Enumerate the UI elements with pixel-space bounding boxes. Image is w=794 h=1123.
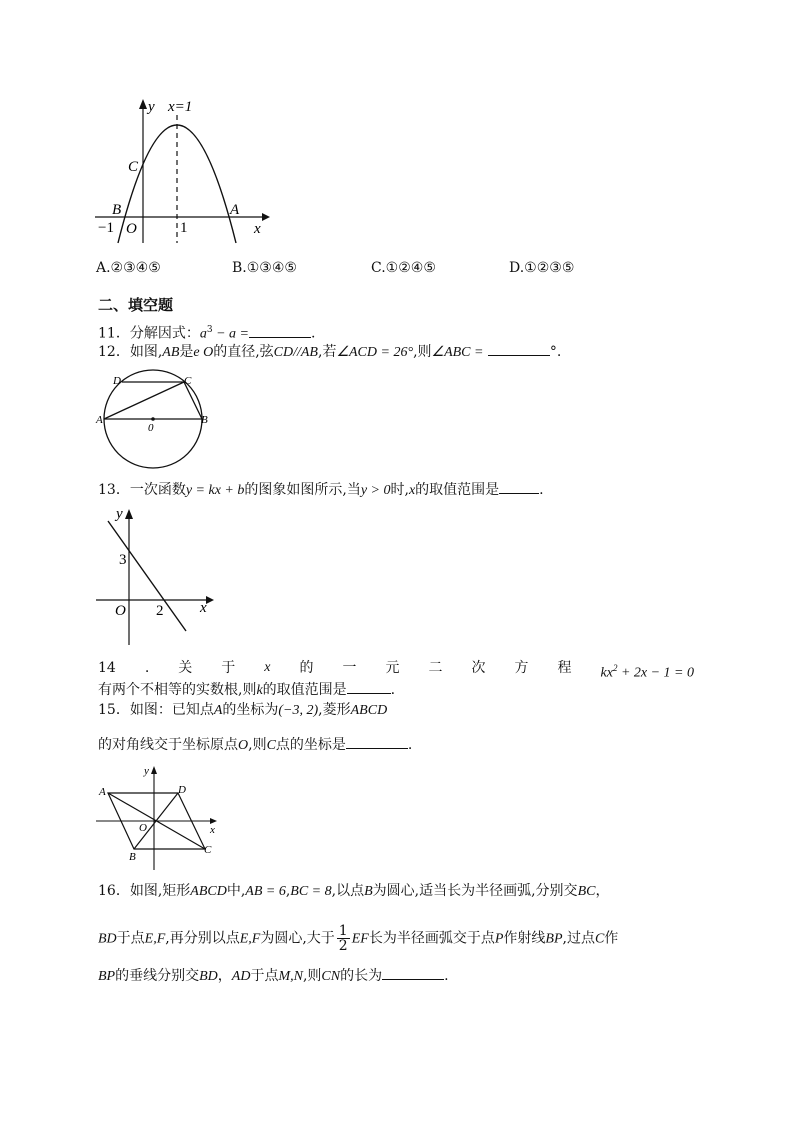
q14-t0: 14 <box>98 660 116 676</box>
q14-t2: 关 <box>178 660 193 676</box>
q14-t5: 的 <box>299 660 314 676</box>
label-C: C <box>128 159 139 175</box>
label-2: 2 <box>156 603 164 619</box>
label-O: O <box>126 221 137 237</box>
q13-pre: 13．一次函数 <box>98 482 186 498</box>
option-d: D.①②③⑤ <box>509 260 575 276</box>
q16-l3-mid: 的垂线分别交 <box>115 968 200 984</box>
y-axis-arrow <box>151 766 157 774</box>
q16-l1-mid2: ,以点 <box>331 883 365 899</box>
q16-ABCD: ABCD <box>190 884 227 899</box>
label-one: 1 <box>180 220 188 236</box>
q12-angle2: ∠ABC = <box>431 345 484 360</box>
q16-EF3: EF <box>351 931 369 947</box>
q14-t8: 二 <box>428 660 443 676</box>
q13-answer-blank[interactable] <box>499 480 539 494</box>
x-axis-arrow <box>262 213 270 221</box>
q11-rest: − a = <box>212 326 249 342</box>
q11-exp: 3 <box>206 325 213 335</box>
label-y: y <box>148 99 155 115</box>
label-B: B <box>112 202 122 218</box>
q14-answer-blank[interactable] <box>347 680 391 694</box>
q12-end: °. <box>549 344 562 360</box>
question-13 <box>98 480 544 500</box>
y-axis-arrow <box>125 509 133 519</box>
y-axis-arrow <box>139 99 147 109</box>
question-12 <box>98 342 561 362</box>
label-D: D <box>113 375 121 387</box>
q15-coord: (−3, 2) <box>278 703 319 718</box>
q16-l2-mid3: 为圆心,大于 <box>260 930 335 947</box>
label-3: 3 <box>119 552 127 568</box>
q14-line2-end: 的取值范围是 <box>262 682 347 698</box>
q11-text: 11．分解因式： <box>98 325 200 342</box>
q16-l2-mid4: 长为半径画弧交于点 <box>368 930 495 947</box>
q15-C: C <box>266 738 276 753</box>
q15-O: O <box>238 738 249 753</box>
label-neg-one: −1 <box>98 220 114 236</box>
segment-CB <box>184 382 202 419</box>
q14-dot: . <box>390 682 396 698</box>
q16-BC: BC <box>577 884 596 899</box>
q16-AB6: AB = 6 <box>245 884 286 899</box>
q15-line2-pre: 的对角线交于坐标原点 <box>98 737 238 753</box>
q14-t10: 方 <box>514 660 529 676</box>
q16-l1-pre: 16．如图,矩形 <box>98 883 191 899</box>
q13-dot: . <box>539 482 544 498</box>
q16-BD2: BD <box>199 969 218 984</box>
label-B: B <box>201 414 208 426</box>
label-x: x <box>210 824 215 836</box>
parabola-figure <box>90 95 270 245</box>
q15-mid: 的坐标为 <box>222 702 279 718</box>
line-figure <box>92 503 217 648</box>
q16-BP2: BP <box>98 969 116 984</box>
question-16-line3 <box>98 966 449 986</box>
q16-l3-mid2: 于点 <box>250 968 279 984</box>
question-11 <box>98 321 315 344</box>
q16-l3-comma: ， <box>217 968 232 984</box>
label-y: y <box>144 765 149 777</box>
q16-l2-mid6: ,过点 <box>562 930 595 947</box>
label-O: O <box>115 603 126 619</box>
q16-AD: AD <box>231 969 251 984</box>
section-title: 二、填空题 <box>98 296 174 314</box>
q16-CN: CN <box>321 969 341 984</box>
q14-t3: 于 <box>221 660 236 676</box>
q16-l2-mid5: 作射线 <box>503 930 546 947</box>
label-C: C <box>184 375 192 387</box>
q12-AB: AB <box>162 345 180 360</box>
label-C: C <box>204 844 212 856</box>
q16-l3-mid3: ,则 <box>302 968 322 984</box>
label-O: 0 <box>148 422 154 434</box>
q16-dot: . <box>444 968 449 984</box>
question-14-line2 <box>98 680 395 700</box>
q14-t1: . <box>144 660 150 676</box>
q12-mid1: 是 <box>179 344 194 360</box>
q16-l1-mid: 中, <box>226 883 246 899</box>
x-axis-arrow <box>206 596 214 604</box>
q16-BP: BP <box>545 931 563 947</box>
label-A: A <box>230 202 240 218</box>
q14-t11: 程 <box>557 660 572 676</box>
q16-l1-end: 为圆心,适当长为半径画弧,分别交 <box>372 883 578 899</box>
q15-A: A <box>213 703 223 718</box>
q12-circle-O: e O <box>193 345 214 360</box>
option-c: C.①②④⑤ <box>371 260 436 276</box>
label-D: D <box>178 784 186 796</box>
q15-mid2: ,菱形 <box>318 702 351 718</box>
label-A: A <box>99 786 106 798</box>
q13-mid: 的图象如图所示,当 <box>244 482 361 498</box>
q16-l2-mid2: ,再分别以点 <box>165 930 240 947</box>
q14-equation <box>601 659 695 683</box>
q16-B: B <box>364 884 373 899</box>
label-x-eq-1: x=1 <box>168 99 193 115</box>
option-b: B.①③④⑤ <box>232 260 297 276</box>
q16-l1-tail: ， <box>595 883 610 899</box>
question-16-line2 <box>98 924 618 953</box>
center-dot <box>151 417 155 421</box>
q16-MN: M,N <box>278 969 303 984</box>
q16-frac-num: 1 <box>338 923 348 939</box>
q16-P: P <box>494 931 504 947</box>
q13-cond: y > 0 <box>360 483 391 498</box>
q16-l2-end: 作 <box>604 930 619 947</box>
q13-mid2: 时, <box>390 482 409 498</box>
q16-EF2: E,F <box>239 931 261 947</box>
label-B: B <box>129 851 136 863</box>
q13-x: x <box>408 483 416 498</box>
q12-angle: ∠ACD = 26° <box>336 345 414 360</box>
q14-eq-exp: 2 <box>612 663 618 673</box>
q16-EF: E,F <box>144 931 166 947</box>
q15-dot: . <box>407 737 413 753</box>
q15-answer-blank[interactable] <box>346 735 408 749</box>
label-y: y <box>116 506 123 522</box>
option-a: A.②③④⑤ <box>96 260 161 276</box>
q12-pre: 12．如图, <box>98 344 163 360</box>
q14-k: k <box>256 683 263 698</box>
q14-t9: 次 <box>471 660 486 676</box>
q16-fraction <box>337 924 350 953</box>
q16-BC8: BC = 8 <box>290 884 332 899</box>
label-x: x <box>254 221 261 237</box>
q14-eq-post: + 2x − 1 = 0 <box>617 665 694 681</box>
q16-frac-den: 2 <box>338 938 348 954</box>
q16-BD: BD <box>98 931 117 947</box>
rhombus-figure <box>92 760 222 875</box>
q14-t6: 一 <box>342 660 357 676</box>
circle-figure <box>95 370 215 470</box>
label-x: x <box>200 600 207 616</box>
q15-pre: 15．如图：已知点 <box>98 702 214 718</box>
q11-a: a <box>199 326 207 342</box>
q16-comma: , <box>285 883 291 899</box>
q15-line2-mid: ,则 <box>248 737 267 753</box>
question-15-line1 <box>98 701 387 720</box>
q13-eq: y = kx + b <box>185 483 245 498</box>
question-15-line2 <box>98 735 412 755</box>
q12-mid4: ,则 <box>413 344 432 360</box>
q16-l2-mid: 于点 <box>116 930 145 947</box>
q14-t7: 元 <box>385 660 400 676</box>
q14-eq-pre: kx <box>600 665 613 681</box>
q16-answer-blank[interactable] <box>382 966 444 980</box>
q12-mid2: 的直径,弦 <box>213 344 274 360</box>
q15-shape: ABCD <box>350 703 388 718</box>
q11-answer-blank[interactable] <box>249 324 311 338</box>
q12-answer-blank[interactable] <box>488 342 550 356</box>
q14-line2: 有两个不相等的实数根,则 <box>98 682 257 698</box>
q12-CD-AB: CD//AB <box>273 345 318 360</box>
q15-line2-end: 点的坐标是 <box>275 737 346 753</box>
question-16-line1 <box>98 882 609 901</box>
label-O: O <box>139 822 147 834</box>
q16-l3-end: 的长为 <box>340 968 383 984</box>
q16-C: C <box>594 931 605 947</box>
label-A: A <box>96 414 103 426</box>
q13-end: 的取值范围是 <box>415 482 500 498</box>
q12-mid3: ,若 <box>318 344 337 360</box>
q14-t4: x <box>264 660 271 675</box>
q11-end: . <box>310 325 316 342</box>
